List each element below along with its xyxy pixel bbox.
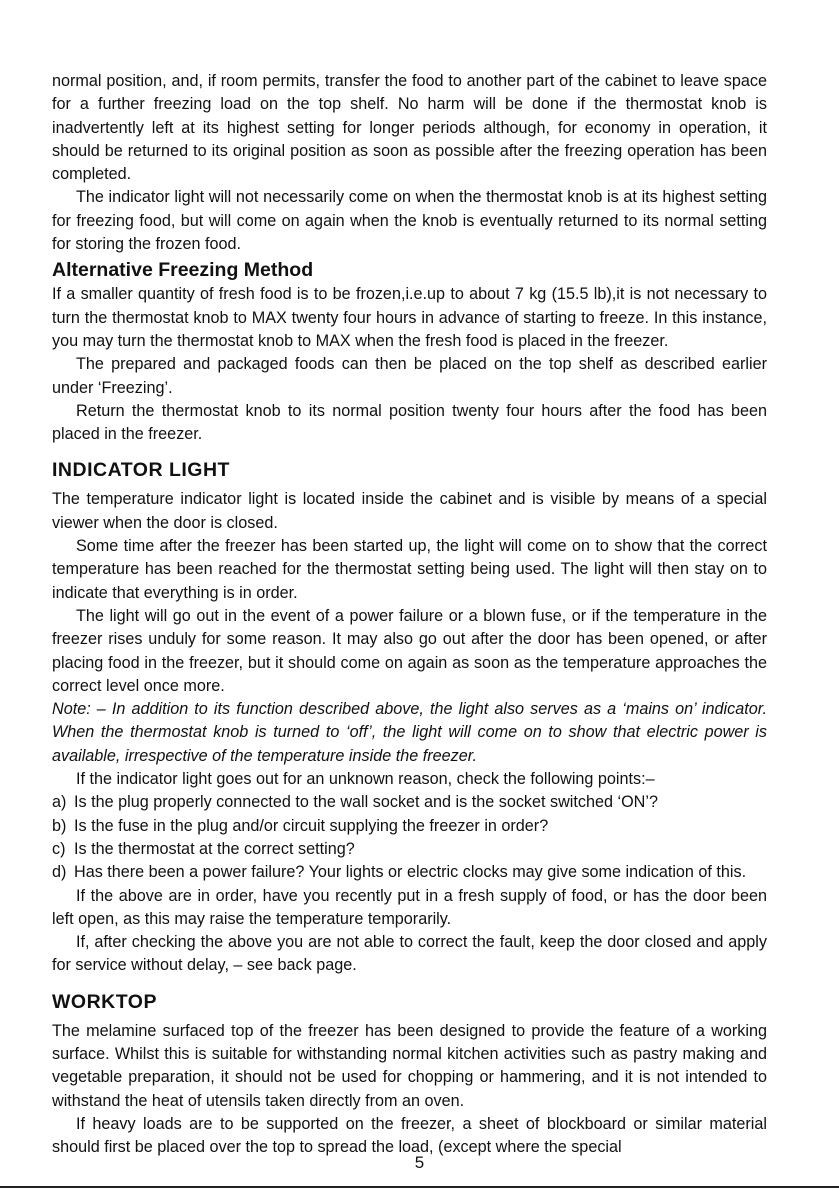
checklist-marker: d) [52, 863, 67, 882]
checklist-marker: a) [52, 793, 67, 812]
body-paragraph: The melamine surfaced top of the freezer has been designed to provide the feature of a working surface. Whilst this is suitable for withstanding normal kitchen activities such as pastry making and vegetable preparation, it should not be used for chopping or hammering, and it is not intended to withstand the heat of utensils taken directly from an oven. [52, 1021, 767, 1110]
alternative-freezing-heading: Alternative Freezing Method [52, 259, 314, 282]
checklist-item [52, 815, 767, 838]
indicator-light-heading: INDICATOR LIGHT [52, 459, 230, 482]
page-body [52, 70, 767, 1159]
note-block [52, 698, 767, 768]
checklist-item [52, 791, 767, 814]
body-paragraph: If heavy loads are to be supported on the freezer, a sheet of blockboard or similar material should first be placed over the top to spread the load, (except where the special [52, 1114, 767, 1157]
checklist [52, 791, 767, 884]
checklist-text: Is the thermostat at the correct setting? [74, 839, 355, 858]
note-label: Note: – [52, 700, 106, 719]
checklist-text: Has there been a power failure? Your lights or electric clocks may give some indication of this. [74, 863, 747, 882]
note-text: In addition to its function described above, the light also serves as a ‘mains on’ indicator. When the thermostat knob is turned to ‘off’, the light will come on to show that electric power is available, irrespective of the temperature inside the freezer. [52, 700, 767, 765]
body-paragraph: Return the thermostat knob to its normal position twenty four hours after the food has been placed in the freezer. [52, 401, 767, 444]
checklist-marker: b) [52, 816, 67, 835]
body-paragraph: normal position, and, if room permits, transfer the food to another part of the cabinet to leave space for a further freezing load on the top shelf. No harm will be done if the thermostat knob is inadvertently left at its highest setting for longer periods although, for economy in operation, it should be returned to its original position as soon as possible after the freezing operation has been completed. [52, 72, 767, 184]
body-paragraph: The light will go out in the event of a power failure or a blown fuse, or if the temperature in the freezer rises unduly for some reason. It may also go out after the door has been opened, or after placing food in the freezer, but it should come on again as soon as the temperature approaches the correct level once more. [52, 606, 767, 695]
checks-intro: If the indicator light goes out for an unknown reason, check the following points:– [76, 770, 655, 789]
checklist-item [52, 861, 767, 884]
body-paragraph: If the above are in order, have you recently put in a fresh supply of food, or has the door been left open, as this may raise the temperature temporarily. [52, 886, 767, 928]
body-paragraph: The indicator light will not necessarily come on when the thermostat knob is at its highest setting for freezing food, but will come on again when the knob is eventually returned to its normal setting for storing the frozen food. [52, 188, 767, 254]
body-paragraph: If a smaller quantity of fresh food is to be frozen,i.e.up to about 7 kg (15.5 lb),it is not necessary to turn the thermostat knob to MAX twenty four hours in advance of starting to freeze. In this instance, you may turn the thermostat knob to MAX when the fresh food is placed in the freezer. [52, 285, 767, 350]
checklist-text: Is the fuse in the plug and/or circuit supplying the freezer in order? [74, 816, 549, 835]
page-bottom-rule [0, 1186, 839, 1188]
body-paragraph: The prepared and packaged foods can then be placed on the top shelf as described earlier under ‘Freezing’. [52, 355, 767, 397]
page-number: 5 [414, 1153, 425, 1172]
checklist-marker: c) [52, 839, 66, 858]
body-paragraph: The temperature indicator light is located inside the cabinet and is visible by means of a special viewer when the door is closed. [52, 490, 767, 532]
checklist-text: Is the plug properly connected to the wall socket and is the socket switched ‘ON’? [74, 793, 658, 812]
body-paragraph: If, after checking the above you are not able to correct the fault, keep the door closed and apply for service without delay, – see back page. [52, 933, 767, 975]
worktop-heading: WORKTOP [52, 990, 157, 1013]
body-paragraph: Some time after the freezer has been started up, the light will come on to show that the correct temperature has been reached for the thermostat setting being used. The light will then stay on to indicate that everything is in order. [52, 537, 767, 602]
checklist-item [52, 838, 767, 861]
